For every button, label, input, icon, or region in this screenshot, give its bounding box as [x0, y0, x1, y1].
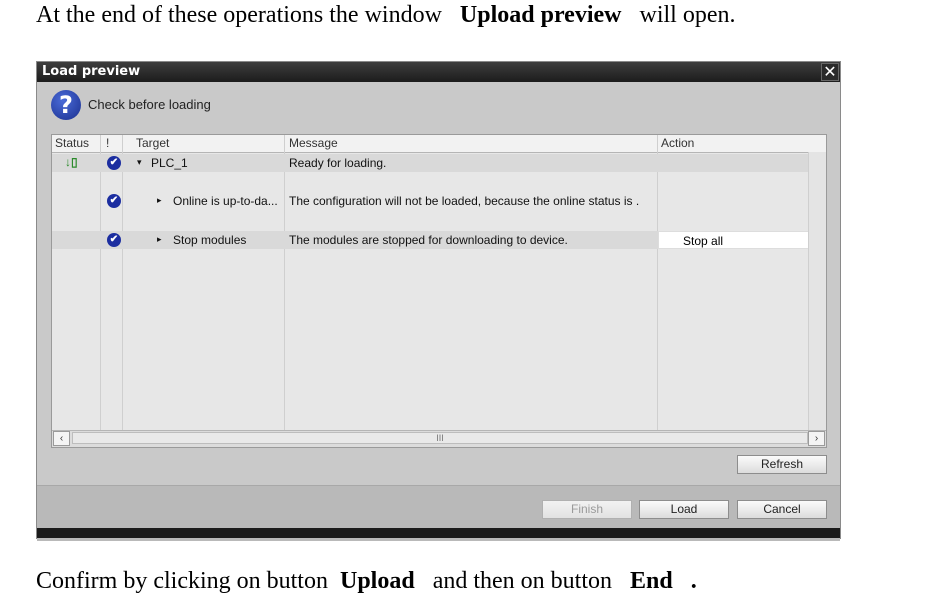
dialog-titlebar: [37, 62, 840, 82]
close-button[interactable]: ✕: [821, 63, 839, 81]
header-target[interactable]: Target: [136, 136, 170, 150]
column-divider: [122, 135, 123, 448]
refresh-button[interactable]: Refresh: [737, 455, 827, 474]
header-status[interactable]: Status: [55, 136, 90, 150]
collapse-arrow-icon[interactable]: ▾: [137, 157, 142, 167]
table-row[interactable]: [52, 231, 809, 249]
column-divider: [284, 135, 285, 448]
load-button[interactable]: Load: [639, 500, 729, 519]
instruction-upload: Upload: [339, 568, 415, 594]
download-status-icon: ↓▯: [65, 155, 78, 169]
horizontal-scrollbar[interactable]: [52, 430, 826, 447]
check-icon: ✔: [107, 156, 121, 170]
row-target: Online is up-to-da...: [173, 194, 278, 208]
header-action[interactable]: Action: [661, 136, 695, 150]
row-message: The configuration will not be loaded, because the online status is .: [289, 194, 640, 208]
check-icon: ✔: [107, 233, 121, 247]
finish-button[interactable]: Finish: [542, 500, 632, 519]
row-target: Stop modules: [173, 233, 247, 247]
header-alert[interactable]: !: [106, 136, 110, 150]
column-divider: [657, 135, 658, 448]
header-message[interactable]: Message: [289, 136, 338, 150]
expand-arrow-icon[interactable]: ▸: [157, 195, 162, 205]
table-row[interactable]: [52, 154, 809, 172]
table-header: [52, 135, 826, 153]
instruction-bottom: Confirm by clicking on button Upload and then on button End .: [36, 568, 697, 594]
scroll-right-button[interactable]: ›: [808, 431, 825, 446]
dialog-bottom-bar: [37, 528, 840, 538]
check-before-loading-label: Check before loading: [88, 97, 211, 112]
expand-arrow-icon[interactable]: ▸: [157, 234, 162, 244]
column-divider: [100, 135, 101, 448]
vertical-scrollbar[interactable]: [808, 152, 826, 432]
row-target: PLC_1: [151, 156, 188, 170]
row-message: Ready for loading.: [289, 156, 387, 170]
dialog-title: Load preview: [42, 64, 141, 79]
instruction-top: At the end of these operations the window Upload preview will open.: [36, 2, 736, 28]
row-message: The modules are stopped for downloading to device.: [289, 233, 568, 247]
question-icon: ?: [51, 90, 81, 120]
instruction-end: End: [630, 568, 673, 594]
load-preview-dialog: [36, 61, 841, 539]
action-select[interactable]: [658, 231, 809, 249]
cancel-button[interactable]: Cancel: [737, 500, 827, 519]
check-icon: ✔: [107, 194, 121, 208]
scroll-thumb[interactable]: III: [72, 432, 808, 444]
scroll-left-button[interactable]: ‹: [53, 431, 70, 446]
instruction-window-name: Upload preview: [459, 2, 622, 28]
load-preview-table: [51, 134, 827, 448]
action-value: Stop all: [683, 234, 724, 248]
table-row[interactable]: [52, 192, 809, 210]
